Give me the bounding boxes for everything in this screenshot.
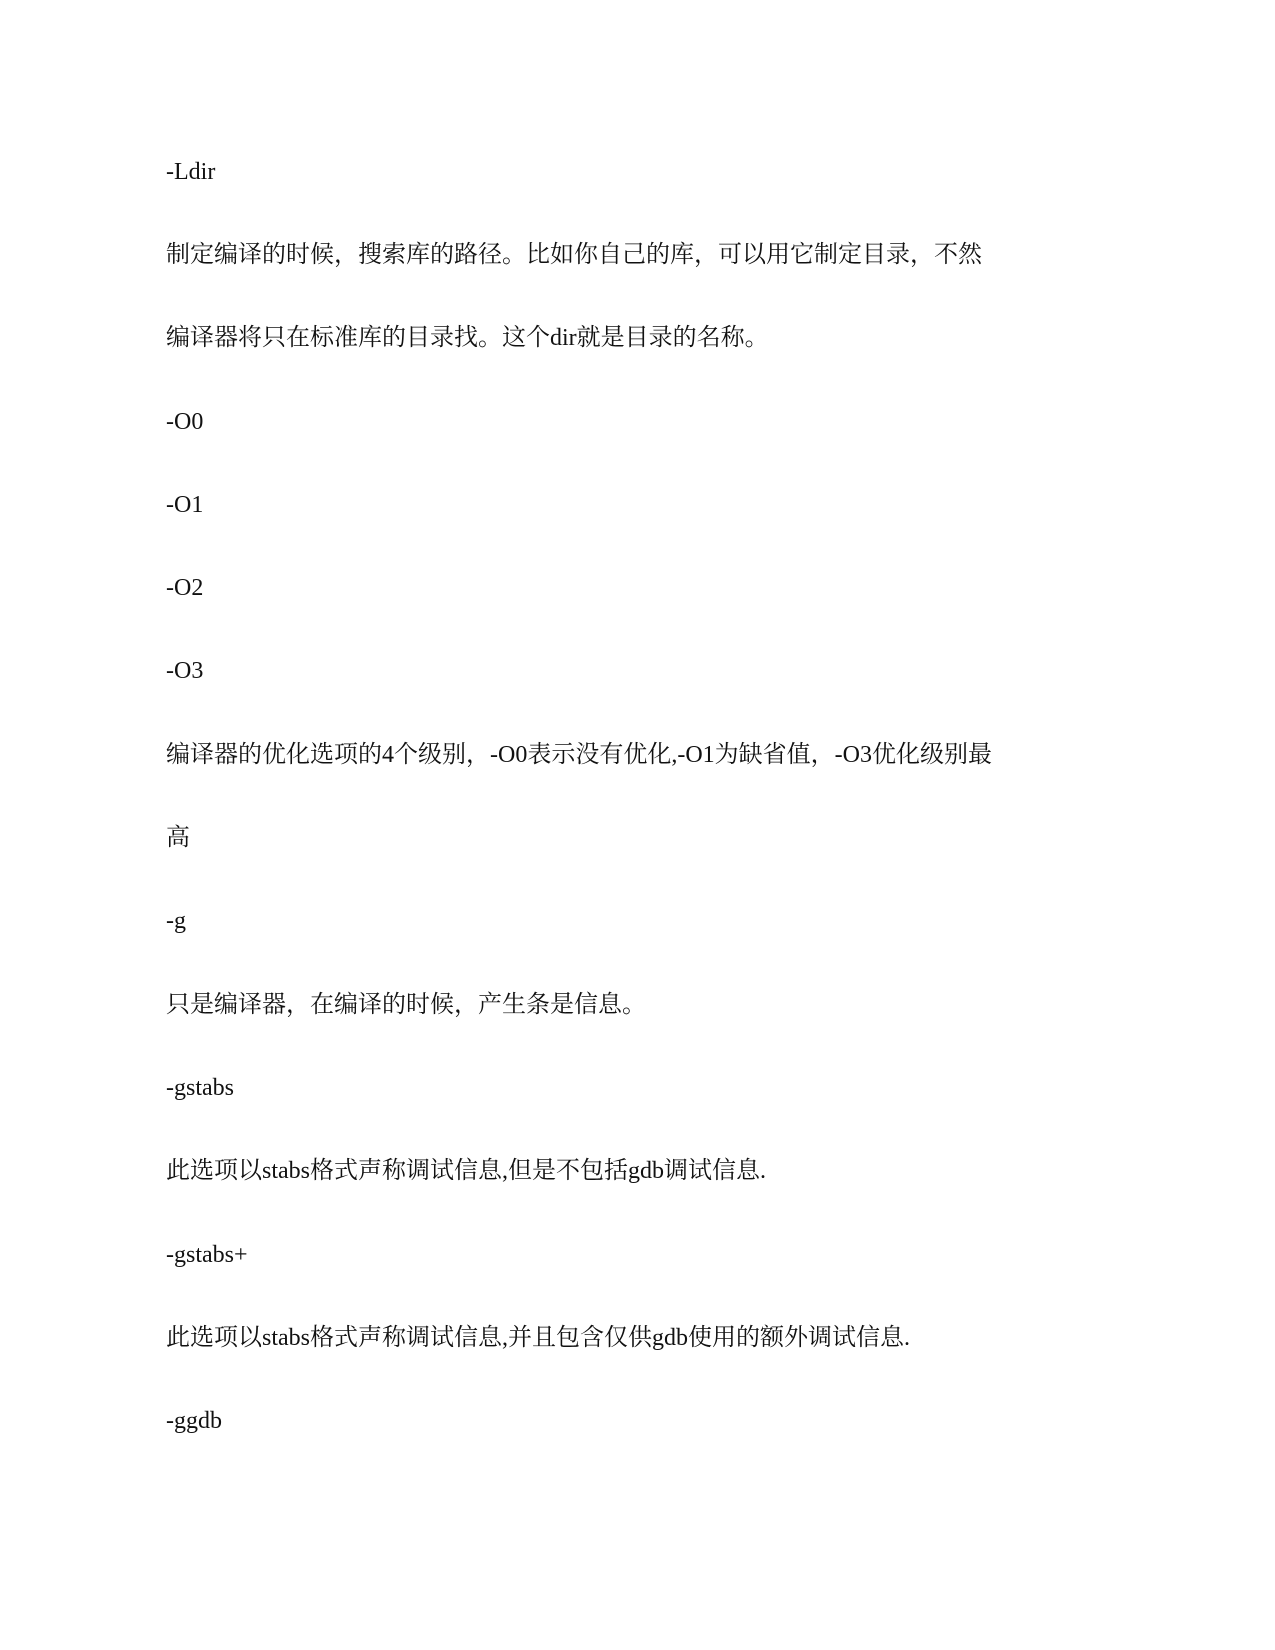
optimization-description-line-2: 高 — [166, 825, 190, 851]
option-g: -g — [166, 908, 186, 934]
option-o3: -O3 — [166, 658, 204, 684]
gstabs-description: 此选项以stabs格式声称调试信息,但是不包括gdb调试信息. — [166, 1158, 766, 1184]
option-ldir: -Ldir — [166, 159, 216, 185]
option-o0: -O0 — [166, 409, 204, 435]
ldir-description-line-1: 制定编译的时候，搜索库的路径。比如你自己的库，可以用它制定目录，不然 — [166, 242, 982, 268]
gstabs-plus-description: 此选项以stabs格式声称调试信息,并且包含仅供gdb使用的额外调试信息. — [166, 1325, 910, 1351]
option-gstabs-plus: -gstabs+ — [166, 1242, 248, 1268]
option-o1: -O1 — [166, 492, 204, 518]
g-description: 只是编译器，在编译的时候，产生条是信息。 — [166, 992, 646, 1018]
ldir-description-line-2: 编译器将只在标准库的目录找。这个dir就是目录的名称。 — [166, 325, 769, 351]
option-gstabs: -gstabs — [166, 1075, 234, 1101]
optimization-description-line-1: 编译器的优化选项的4个级别，-O0表示没有优化,-O1为缺省值，-O3优化级别最 — [166, 742, 992, 768]
option-o2: -O2 — [166, 575, 204, 601]
option-ggdb: -ggdb — [166, 1408, 222, 1434]
